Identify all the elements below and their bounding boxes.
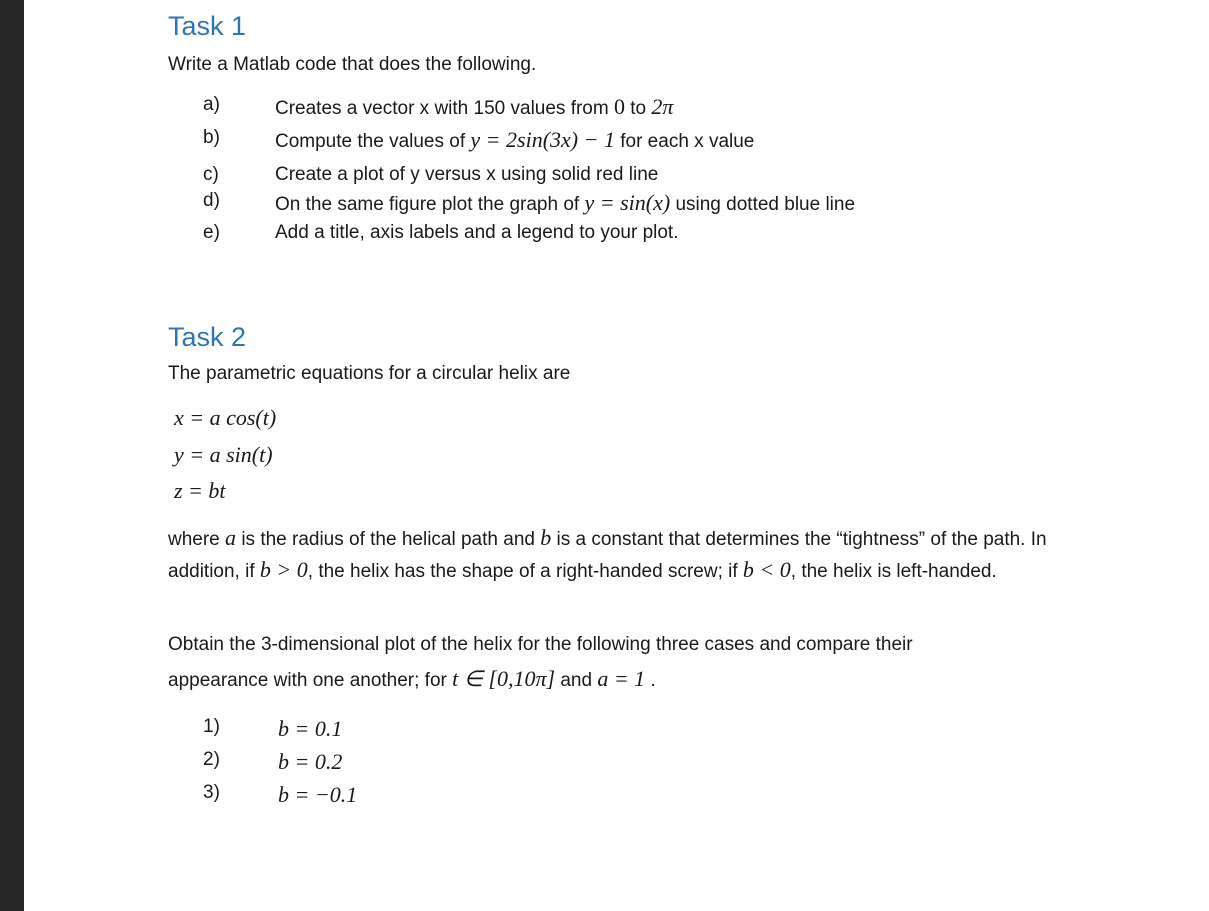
case-value: b = 0.2: [278, 749, 343, 774]
item-text-to: to: [630, 98, 647, 119]
list-marker: d): [203, 190, 220, 211]
helix-description: where a is the radius of the helical path and b is a constant that determines the “tightness” of the path. In addition, if b > 0, the helix has the shape of a right-handed screw; if b < 0, the helix is left-handed.: [168, 525, 1047, 582]
math-two-pi: 2π: [651, 94, 674, 119]
math-t-range: t ∈ [0,10π]: [452, 666, 556, 691]
task2-intro: The parametric equations for a circular helix are: [168, 363, 571, 384]
task1-item-a: [203, 94, 1003, 124]
case-value: b = −0.1: [278, 782, 358, 807]
task2-heading: Task 2: [168, 322, 247, 352]
case-value: b = 0.1: [278, 716, 343, 741]
math-equation-sin: y = sin(x): [584, 190, 671, 215]
equation-x: x = a cos(t): [174, 405, 277, 430]
case-3: [203, 782, 603, 812]
item-text-tail: for each x value: [620, 131, 755, 152]
item-text: Add a title, axis labels and a legend to your plot.: [275, 222, 679, 243]
item-text: Create a plot of y versus x using solid red line: [275, 164, 659, 185]
math-a-value: a = 1: [597, 666, 646, 691]
list-marker: b): [203, 127, 220, 148]
math-b: b: [540, 525, 552, 550]
list-marker: 2): [203, 749, 220, 770]
list-marker: c): [203, 164, 219, 185]
equation-y: y = a sin(t): [174, 442, 273, 467]
task1-item-d: [203, 190, 1003, 220]
item-text-tail: using dotted blue line: [675, 194, 856, 215]
document-page: [168, 0, 1168, 911]
math-a: a: [225, 525, 237, 550]
math-zero: 0: [613, 94, 625, 119]
list-marker: a): [203, 94, 220, 115]
math-b-positive: b > 0: [259, 557, 308, 582]
list-marker: e): [203, 222, 220, 243]
task1-item-e: [203, 222, 1003, 252]
item-text: Compute the values of: [275, 131, 466, 152]
item-text: Creates a vector x with 150 values from: [275, 98, 609, 119]
task1-intro: Write a Matlab code that does the following.: [168, 54, 537, 75]
item-text: On the same figure plot the graph of: [275, 194, 580, 215]
math-b-negative: b < 0: [742, 557, 791, 582]
task1-item-b: [203, 127, 1003, 157]
equation-z: z = bt: [174, 478, 226, 503]
list-marker: 1): [203, 716, 220, 737]
case-1: [203, 716, 603, 746]
math-equation-y: y = 2sin(3x) − 1: [470, 127, 615, 152]
case-2: [203, 749, 603, 779]
obtain-paragraph: Obtain the 3-dimensional plot of the helix for the following three cases and compare their appearance with one another; for t ∈ [0,10π] and a = 1 .: [168, 634, 913, 691]
list-marker: 3): [203, 782, 220, 803]
window-left-edge: [0, 0, 24, 911]
task1-heading: Task 1: [168, 11, 247, 41]
